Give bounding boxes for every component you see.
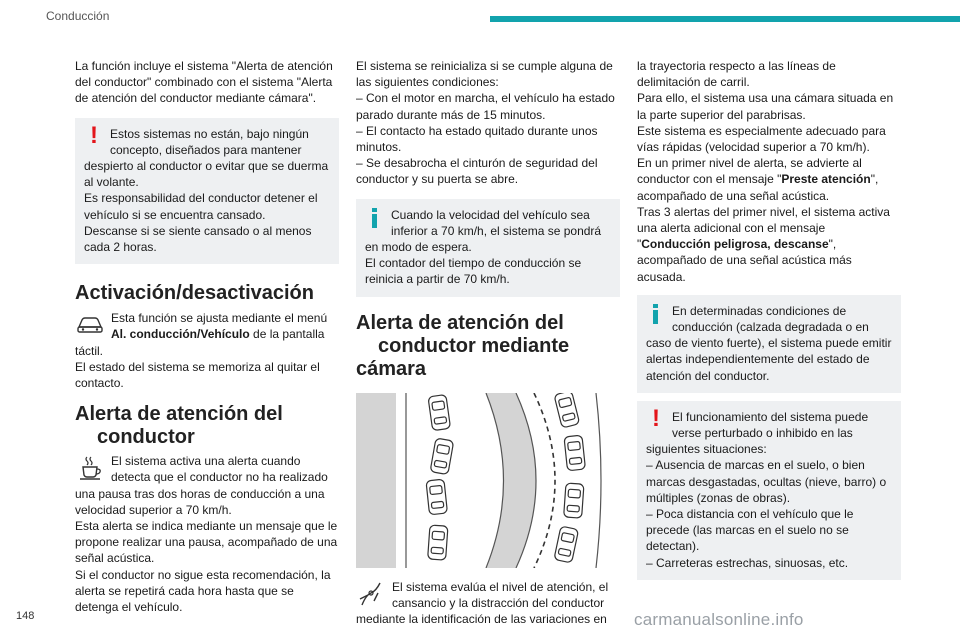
warning-line: Estos sistemas no están, bajo ningún concepto, diseñados para mantener despierto al conductor o evitar que se duerma al volante. — [84, 126, 329, 190]
driver-alert-p3: Si el conductor no sigue esta recomendación, la alerta se repetirá cada hora hasta que se detenga el vehículo. — [75, 567, 331, 615]
info-box-2 — [637, 295, 901, 393]
level2-text-end: ", acompañado de una señal acústica más acusada. — [637, 237, 852, 284]
column-2 — [356, 58, 620, 627]
heading-driver-alert — [75, 403, 339, 449]
car-icon — [75, 312, 105, 338]
level1-text: En un primer nivel de alerta, se advierte al conductor con el mensaje " — [637, 156, 862, 187]
driver-alert-p1: El sistema activa una alerta cuando detecta que el conductor no ha realizado una pausa tras dos horas de conducción a una velocidad superior a 70 km/h. — [75, 454, 328, 517]
camera-location-paragraph: Para ello, el sistema usa una cámara situada en la parte superior del parabrisas. — [637, 91, 894, 122]
lane-drift-illustration — [356, 393, 620, 568]
camera-block — [356, 579, 620, 628]
info-icon — [365, 207, 391, 231]
column-3 — [637, 58, 901, 580]
camera-paragraph: El sistema evalúa el nivel de atención, el cansancio y la distracción del conductor mediante la identificación de las variaciones en — [356, 579, 609, 627]
level1-paragraph — [637, 155, 901, 204]
reset-item: – El contacto ha estado quitado durante unos minutos. — [356, 123, 598, 155]
reset-item: – Con el motor en marcha, el vehículo ha estado parado durante más de 15 minutos. — [356, 91, 615, 122]
driver-alert-block — [75, 453, 339, 615]
info-line: El contador del tiempo de conducción se reinicia a partir de 70 km/h. — [365, 256, 582, 287]
warning-intro: El funcionamiento del sistema puede verse perturbado o inhibido en las siguientes situaciones: — [646, 409, 869, 457]
level2-text: Tras 3 alertas del primer nivel, el sistema activa una alerta adicional con el mensaje " — [637, 204, 890, 252]
activation-paragraph — [75, 310, 339, 359]
heading-line: Alerta de atención del — [75, 403, 283, 426]
level1-message: Preste atención — [781, 172, 871, 187]
warning-icon: ! — [90, 121, 98, 149]
coffee-cup-icon — [75, 455, 105, 481]
warning-box-1 — [75, 118, 339, 265]
page-number: 148 — [16, 610, 35, 622]
activation-block — [75, 310, 339, 391]
menu-separator: / — [197, 327, 201, 342]
trajectory-paragraph: la trayectoria respecto a las líneas de delimitación de carril. — [637, 59, 836, 90]
activation-text: Esta función se ajusta mediante el menú — [111, 311, 328, 326]
warning-line: Descanse si se siente cansado o al menos cada 2 horas. — [84, 223, 312, 255]
warning-item: – Ausencia de marcas en el suelo, o bien marcas desgastadas, ocultas (nieve, barro) o múltiples (zonas de obras). — [646, 458, 887, 505]
activation-text-end: de la pantalla táctil. — [75, 327, 325, 358]
reset-item: – Se desabrocha el cinturón de seguridad del conductor y su puerta se abre. — [356, 156, 598, 187]
level1-text-end: ", acompañado de una señal acústica. — [637, 172, 879, 203]
watermark-text: carmanualsonline.info — [634, 610, 804, 629]
memory-paragraph: El estado del sistema se memoriza al quitar el contacto. — [75, 359, 320, 391]
submenu-name-bold: Vehículo — [200, 327, 250, 342]
warning-icon: ! — [652, 404, 660, 432]
header-section-title: Conducción — [46, 9, 110, 23]
warning-line: Es responsabilidad del conductor detener el vehículo si se encuentra cansado. — [84, 191, 318, 222]
column-1 — [75, 58, 339, 615]
info-line: Cuando la velocidad del vehículo sea inferior a 70 km/h, el sistema se pondrá en modo de espera. — [365, 207, 602, 255]
warning-item: – Carreteras estrechas, sinuosas, etc. — [646, 555, 849, 570]
steering-camera-icon — [356, 581, 386, 607]
heading-activation: Activación/desactivación — [75, 282, 314, 305]
info-line: En determinadas condiciones de conducción (calzada degradada o en caso de viento fuerte), el sistema puede emitir alertas independientemente del estado de atención del conductor. — [646, 303, 892, 383]
heading-line: conductor mediante cámara — [356, 334, 570, 380]
level2-message: Conducción peligrosa, descanse — [641, 237, 829, 252]
menu-name-bold: Al. conducción — [111, 327, 198, 342]
warning-item: – Poca distancia con el vehículo que le precede (las marcas en el suelo no se detectan). — [646, 507, 854, 554]
reset-intro: El sistema se reinicializa si se cumple alguna de las siguientes condiciones: — [356, 59, 613, 90]
header-accent-bar — [490, 16, 960, 22]
level2-paragraph — [637, 204, 901, 285]
warning-box-2 — [637, 401, 901, 580]
info-box-1 — [356, 199, 620, 297]
heading-line: Alerta de atención del — [356, 311, 564, 334]
info-icon — [646, 303, 672, 327]
intro-paragraph: La función incluye el sistema "Alerta de atención del conductor" combinado con el sistema "Alerta de atención del conductor mediante cámara". — [75, 59, 333, 106]
driver-alert-p2: Esta alerta se indica mediante un mensaje que le propone realizar una pausa, acompañado de una señal acústica. — [75, 519, 338, 566]
heading-camera-alert — [356, 312, 620, 381]
fast-roads-paragraph: Este sistema es especialmente adecuado para vías rápidas (velocidad superior a 70 km/h). — [637, 123, 886, 155]
heading-line: conductor — [97, 426, 195, 449]
